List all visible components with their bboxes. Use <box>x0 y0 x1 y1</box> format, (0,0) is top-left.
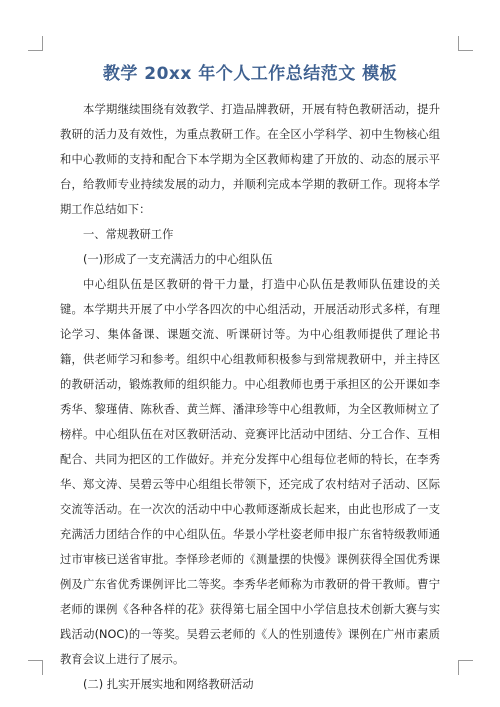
page-corner-mark-top-left <box>28 36 43 51</box>
subsection-heading-field-and-online-research: (二) 扎实开展实地和网络教研活动 <box>83 678 254 691</box>
page-corner-mark-bottom-left <box>28 660 43 675</box>
section-heading-routine-research: 一、常规教研工作 <box>83 228 174 241</box>
subsection-heading-core-team: (一)形成了一支充满活力的中心组队伍 <box>83 253 273 266</box>
core-team-paragraph: 中心组队伍是区教研的骨干力量，打造中心队伍是教师队伍建设的关键。本学期共开展了中小学各四次的中心组活动，开展活动形式多样，有理论学习、集体备课、课题交流、听课研讨等。为中心组教师提供了理论书籍，供老师学习和参考。组织中心组教师积极参与到常规教研中，并主持区的教研活动，锻炼教师的组织能力。中心组教师也勇于承担区的公开课如李秀华、黎瑾倩、陈秋香、黄兰辉、潘津珍等中心组教师，为全区教师树立了榜样。中心组队伍在对区教研活动、竞赛评比活动中团结、分工合作、互相配合、共同为把区的工作做好。并充分发挥中心组每位老师的特长，在李秀华、郑文涛、吴碧云等中心组组长带领下，还完成了农村结对子活动、区际交流等活动。在一次次的活动中中心教师逐渐成长起来，由此也形成了一支充满活力团结合作的中心组队伍。华景小学杜姿老师申报广东省特级教师通过市审核已送省审批。李怿珍老师的《测量摆的快慢》课例获得全国优秀课例及广东省优秀课例评比二等奖。李秀华老师称为市教研的骨干教师。曹宁老师的课例《各种各样的花》获得第七届全国中小学信息技术创新大赛与实践活动(NOC)的一等奖。吴碧云老师的《人的性别遗传》课例在广州市素质教育会议上进行了展示。 <box>60 278 440 666</box>
document-body <box>60 97 440 697</box>
intro-paragraph: 本学期继续围绕有效教学、打造品牌教研，开展有特色教研活动，提升教研的活力及有效性，为重点教研工作。在全区小学科学、初中生物核心组和中心教师的支持和配合下本学期为全区教师构建了开放的、动态的展示平台，给教师专业持续发展的动力，并顺利完成本学期的教研工作。现将本学期工作总结如下： <box>60 103 440 216</box>
page-corner-mark-top-right <box>458 36 473 51</box>
document-title: 教学 20xx 年个人工作总结范文 模板 <box>102 64 398 84</box>
page-corner-mark-bottom-right <box>458 660 473 675</box>
